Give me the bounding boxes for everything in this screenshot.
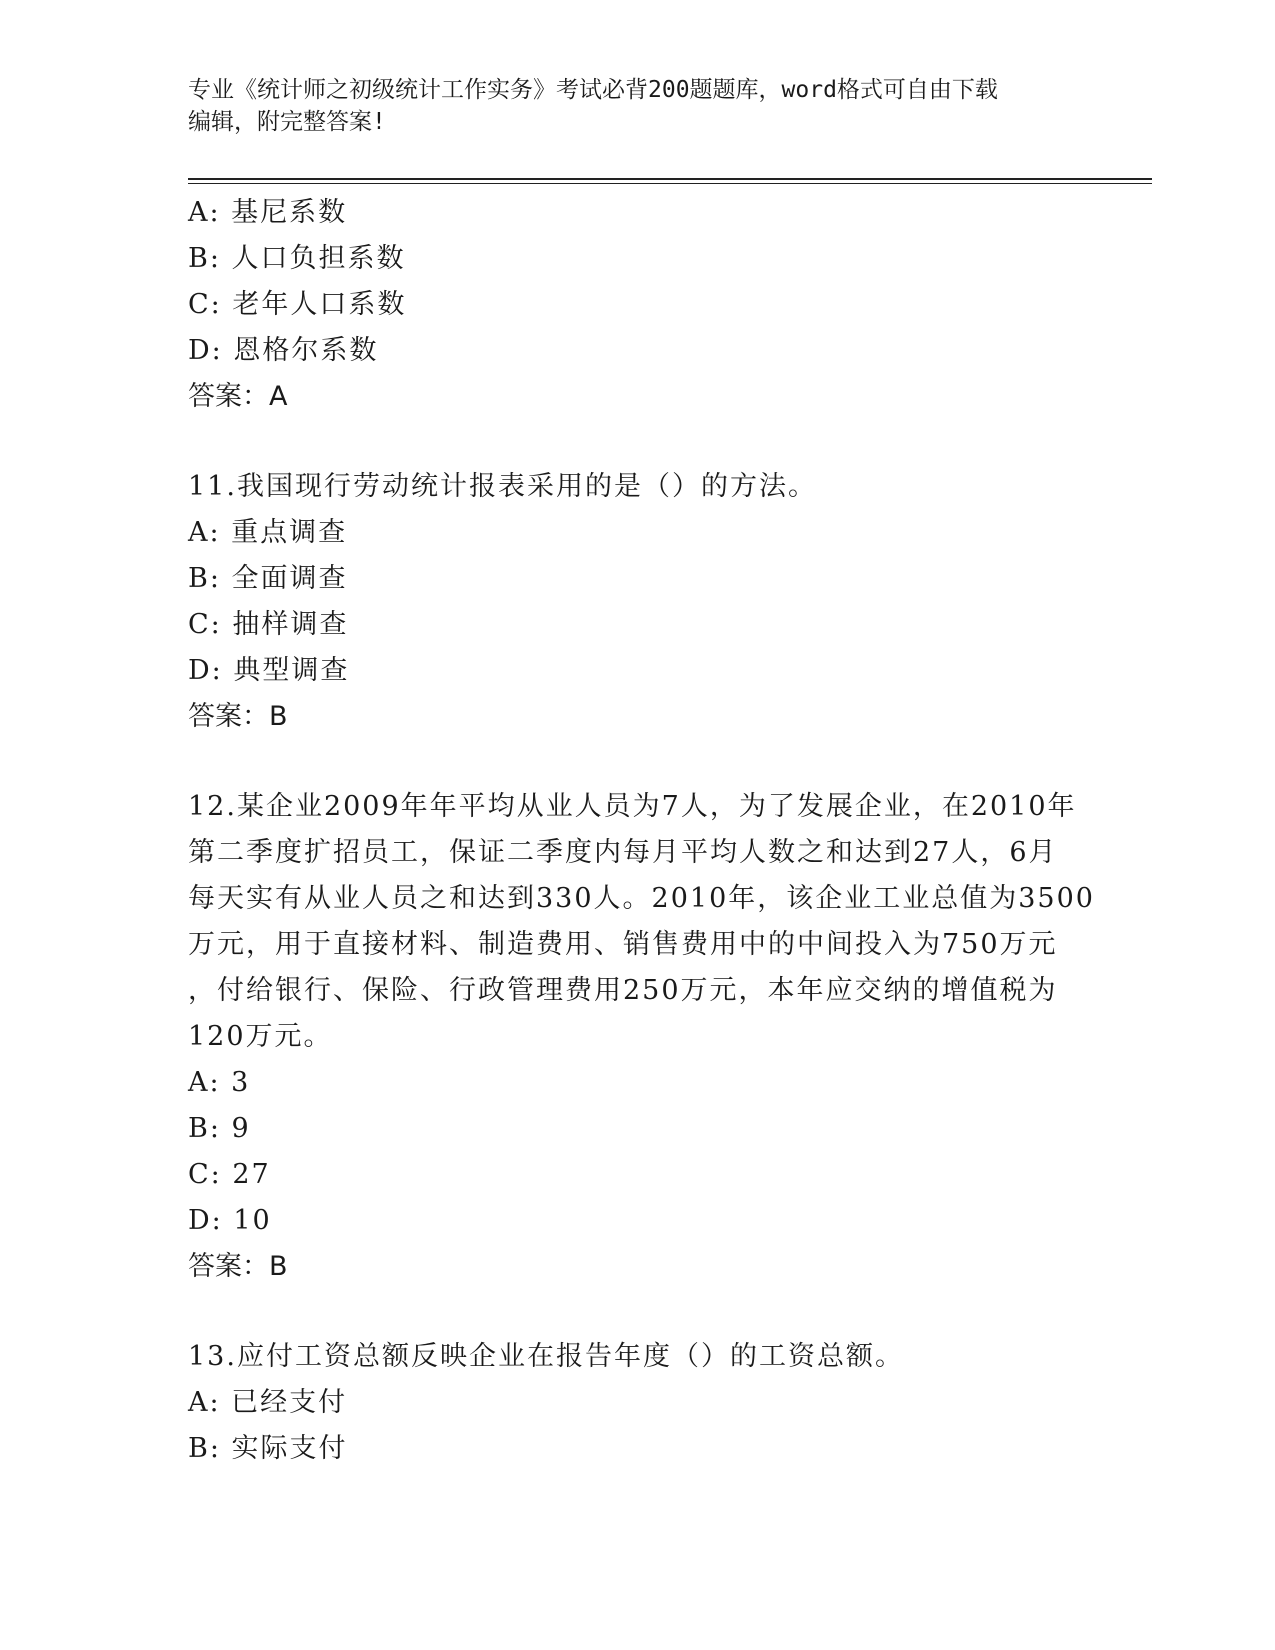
- option-d: D: 恩格尔系数: [188, 335, 379, 366]
- option-a: A: 3: [188, 1067, 251, 1098]
- question-stem-line: ，付给银行、保险、行政管理费用250万元，本年应交纳的增值税为: [188, 975, 1058, 1006]
- question-13: [188, 1334, 1088, 1472]
- answer: 答案：B: [188, 701, 288, 732]
- question-stem-line: 第二季度扩招员工，保证二季度内每月平均人数之和达到27人，6月: [188, 837, 1058, 868]
- option-a: A: 重点调查: [188, 517, 348, 548]
- option-d: D: 典型调查: [188, 655, 350, 686]
- option-b: B: 9: [188, 1113, 251, 1144]
- option-c: C: 老年人口系数: [188, 289, 407, 320]
- option-a: A: 基尼系数: [188, 197, 348, 228]
- question-stem-line: 万元，用于直接材料、制造费用、销售费用中的中间投入为750万元: [188, 929, 1058, 960]
- option-b: B: 人口负担系数: [188, 243, 406, 274]
- header-divider-thick: [188, 178, 1152, 180]
- option-b: B: 实际支付: [188, 1433, 348, 1464]
- question-stem-line: 120万元。: [188, 1021, 333, 1052]
- question-list: [188, 190, 1095, 1472]
- header-divider-thin: [188, 183, 1152, 184]
- option-c: C: 抽样调查: [188, 609, 349, 640]
- answer: 答案：B: [188, 1251, 288, 1282]
- question-stem: 13.应付工资总额反映企业在报告年度（）的工资总额。: [188, 1341, 904, 1372]
- question-stem-line: 每天实有从业人员之和达到330人。2010年，该企业工业总值为3500: [188, 883, 1095, 914]
- option-b: B: 全面调查: [188, 563, 348, 594]
- answer: 答案：A: [188, 381, 288, 412]
- option-a: A: 已经支付: [188, 1387, 348, 1418]
- question-11: [188, 464, 1088, 740]
- question-10: [188, 190, 1088, 420]
- header-line-1: 专业《统计师之初级统计工作实务》考试必背200题题库，word格式可自由下载: [188, 77, 998, 103]
- question-stem: 11.我国现行劳动统计报表采用的是（）的方法。: [188, 471, 817, 502]
- option-d: D: 10: [188, 1205, 272, 1236]
- document-header: [188, 74, 1088, 138]
- question-stem-line: 12.某企业2009年年平均从业人员为7人，为了发展企业，在2010年: [188, 791, 1077, 822]
- question-12: [188, 784, 1095, 1290]
- option-c: C: 27: [188, 1159, 271, 1190]
- header-line-2: 编辑，附完整答案!: [188, 109, 386, 135]
